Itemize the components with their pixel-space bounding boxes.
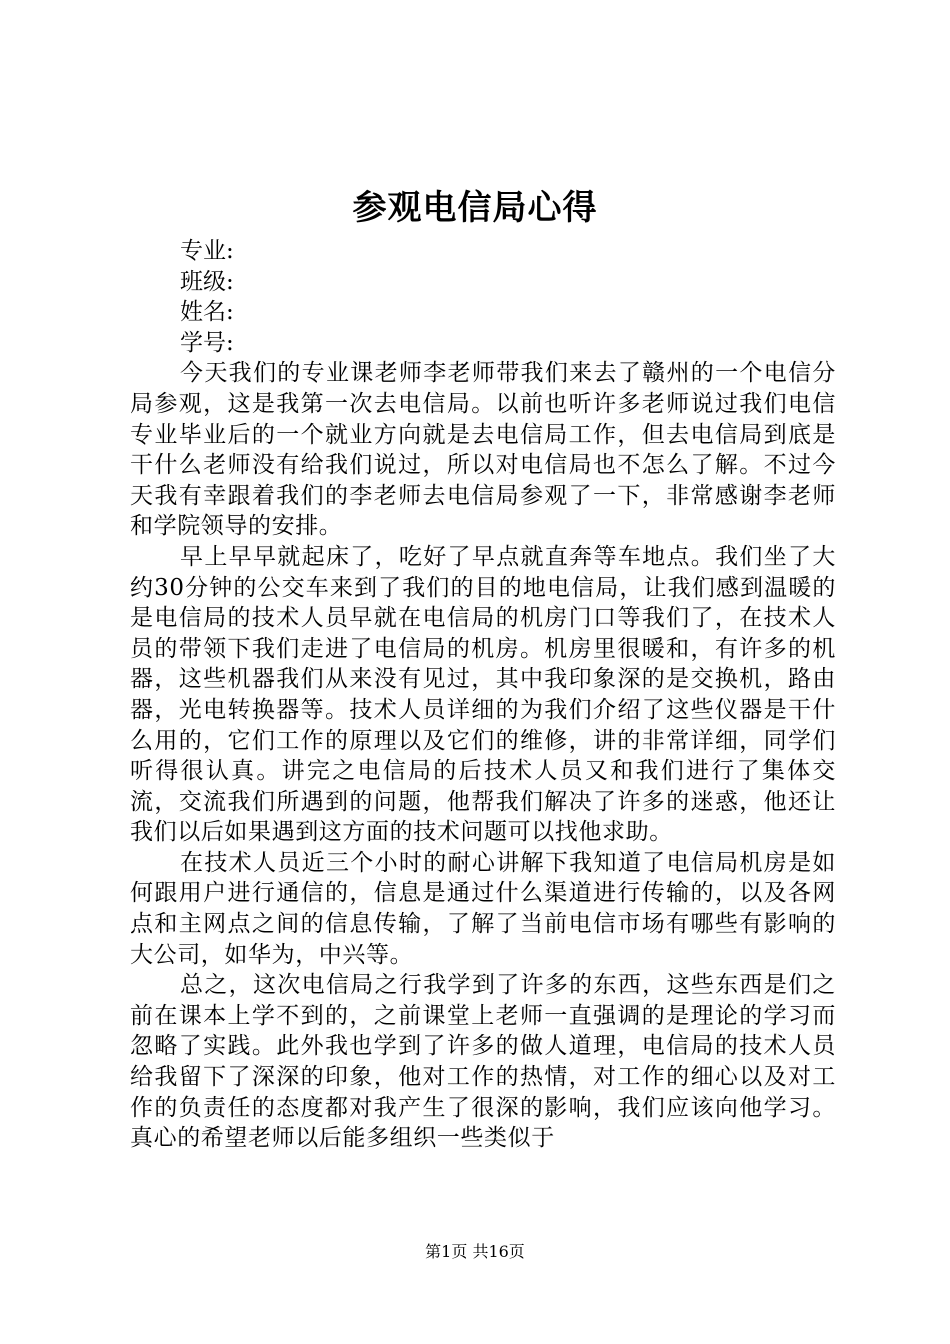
- field-student-id: 学号:: [180, 329, 234, 356]
- document-body: [130, 236, 836, 1154]
- paragraph: 早上早早就起床了，吃好了早点就直奔等车地点。我们坐了大约30分钟的公交车来到了我们的目的地电信局，让我们感到温暖的是电信局的技术人员早就在电信局的机房门口等我们了，在技术人员的带领下我们走进了电信局的机房。机房里很暖和，有许多的机器，这些机器我们从来没有见过，其中我印象深的是交换机，路由器，光电转换器等。技术人员详细的为我们介绍了这些仪器是干什么用的，它们工作的原理以及它们的维修，讲的非常详细，同学们听得很认真。讲完之电信局的后技术人员又和我们进行了集体交流，交流我们所遇到的问题，他帮我们解决了许多的迷惑，他还让我们以后如果遇到这方面的技术问题可以找他求助。: [130, 543, 836, 846]
- paragraph: 总之，这次电信局之行我学到了许多的东西，这些东西是们之前在课本上学不到的，之前课堂上老师一直强调的是理论的学习而忽略了实践。此外我也学到了许多的做人道理，电信局的技术人员给我留下了深深的印象，他对工作的热情，对工作的细心以及对工作的负责任的态度都对我产生了很深的影响，我们应该向他学习。真心的希望老师以后能多组织一些类似于: [130, 972, 836, 1152]
- document-title: 参观电信局心得: [352, 188, 598, 228]
- paragraph: 今天我们的专业课老师李老师带我们来去了赣州的一个电信分局参观，这是我第一次去电信局。以前也听许多老师说过我们电信专业毕业后的一个就业方向就是去电信局工作，但去电信局到底是干什么老师没有给我们说过，所以对电信局也不怎么了解。不过今天我有幸跟着我们的李老师去电信局参观了一下，非常感谢李老师和学院领导的安排。: [130, 360, 836, 540]
- field-name: 姓名:: [180, 299, 234, 326]
- field-major: 专业:: [180, 238, 234, 264]
- page-footer: 第1页 共16页: [425, 1242, 525, 1261]
- field-class: 班级:: [180, 268, 234, 295]
- paragraph: 在技术人员近三个小时的耐心讲解下我知道了电信局机房是如何跟用户进行通信的，信息是通过什么渠道进行传输的，以及各网点和主网点之间的信息传输，了解了当前电信市场有哪些有影响的大公司，如华为，中兴等。: [130, 849, 836, 968]
